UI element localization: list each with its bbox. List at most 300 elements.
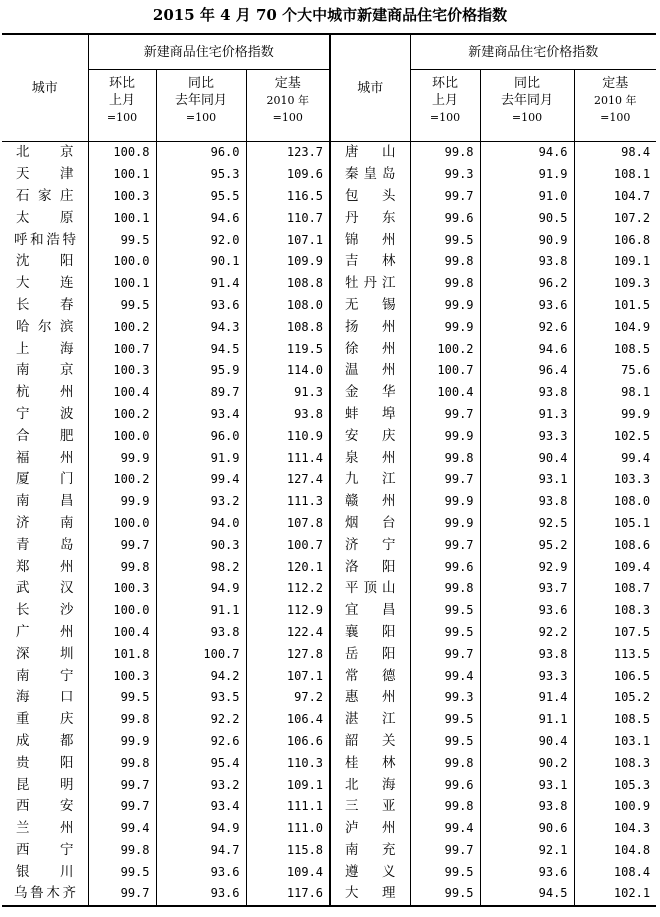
city-cell-left: 沈阳 xyxy=(16,253,74,270)
mom-cell-right: 99.7 xyxy=(410,840,480,862)
city-cell-left: 广州 xyxy=(16,623,74,640)
yoy-cell-right: 93.8 xyxy=(480,251,574,273)
city-cell-right: 九江 xyxy=(330,469,410,491)
mom-cell-left: 100.3 xyxy=(88,186,156,208)
mom-cell-left: 100.0 xyxy=(88,513,156,535)
yoy-cell-right: 92.9 xyxy=(480,556,574,578)
city-cell-left: 呼和浩特 xyxy=(14,231,76,248)
yoy-cell-right: 93.8 xyxy=(480,643,574,665)
city-cell-right: 无锡 xyxy=(330,295,410,317)
fixed-base-cell-left: 109.9 xyxy=(246,251,330,273)
yoy-cell-right: 93.3 xyxy=(480,425,574,447)
yoy-cell-right: 92.2 xyxy=(480,622,574,644)
fixed-base-cell-right: 105.1 xyxy=(574,513,656,535)
mom-header-left: 环比 上月 =100 xyxy=(88,70,156,142)
fixed-base-cell-right: 108.5 xyxy=(574,338,656,360)
fixed-base-cell-left: 122.4 xyxy=(246,622,330,644)
mom-cell-left: 100.4 xyxy=(88,622,156,644)
city-cell-right: 北海 xyxy=(330,774,410,796)
mom-cell-right: 99.6 xyxy=(410,556,480,578)
yoy-cell-right: 90.4 xyxy=(480,731,574,753)
yoy-cell-right: 93.6 xyxy=(480,861,574,883)
yoy-cell-right: 91.4 xyxy=(480,687,574,709)
yoy-cell-left: 95.4 xyxy=(156,752,246,774)
table-row xyxy=(2,534,656,556)
fixed-base-cell-right: 104.7 xyxy=(574,186,656,208)
city-cell-left: 大连 xyxy=(16,275,74,292)
table-row xyxy=(2,752,656,774)
city-cell-left: 石家庄 xyxy=(16,187,74,204)
yoy-cell-left: 94.2 xyxy=(156,665,246,687)
table-row xyxy=(2,774,656,796)
fixed-base-cell-left: 114.0 xyxy=(246,360,330,382)
fixed-base-header-right: 定基 2010 年 =100 xyxy=(574,70,656,142)
table-row xyxy=(2,513,656,535)
table-row xyxy=(2,207,656,229)
yoy-cell-right: 90.6 xyxy=(480,818,574,840)
table-row xyxy=(2,578,656,600)
fixed-base-cell-right: 108.7 xyxy=(574,578,656,600)
city-cell-left: 合肥 xyxy=(16,427,74,444)
yoy-cell-right: 94.6 xyxy=(480,142,574,164)
fixed-base-cell-left: 110.7 xyxy=(246,207,330,229)
yoy-cell-left: 93.6 xyxy=(156,295,246,317)
mom-cell-right: 99.3 xyxy=(410,164,480,186)
city-cell-right: 平顶山 xyxy=(330,578,410,600)
yoy-cell-right: 95.2 xyxy=(480,534,574,556)
mom-cell-left: 99.5 xyxy=(88,229,156,251)
table-row xyxy=(2,273,656,295)
yoy-cell-right: 90.5 xyxy=(480,207,574,229)
city-cell-left: 郑州 xyxy=(16,558,74,575)
fixed-base-cell-right: 100.9 xyxy=(574,796,656,818)
table-row xyxy=(2,447,656,469)
fixed-base-cell-left: 127.4 xyxy=(246,469,330,491)
mom-cell-right: 99.4 xyxy=(410,665,480,687)
yoy-cell-right: 93.7 xyxy=(480,578,574,600)
city-cell-left: 南昌 xyxy=(16,493,74,510)
mom-cell-right: 99.5 xyxy=(410,883,480,906)
city-cell-left: 青岛 xyxy=(16,536,74,553)
city-cell-right: 扬州 xyxy=(330,316,410,338)
yoy-cell-right: 92.1 xyxy=(480,840,574,862)
mom-cell-left: 100.2 xyxy=(88,404,156,426)
mom-cell-right: 99.3 xyxy=(410,687,480,709)
fixed-base-cell-left: 110.9 xyxy=(246,425,330,447)
yoy-cell-right: 92.5 xyxy=(480,513,574,535)
fixed-base-cell-right: 103.1 xyxy=(574,731,656,753)
table-row xyxy=(2,251,656,273)
city-cell-right: 温州 xyxy=(330,360,410,382)
fixed-base-cell-left: 119.5 xyxy=(246,338,330,360)
fixed-base-cell-left: 120.1 xyxy=(246,556,330,578)
yoy-cell-right: 96.2 xyxy=(480,273,574,295)
city-cell-left: 上海 xyxy=(16,340,74,357)
mom-cell-right: 99.8 xyxy=(410,142,480,164)
city-cell-right: 常德 xyxy=(330,665,410,687)
mom-cell-left: 99.8 xyxy=(88,840,156,862)
table-row xyxy=(2,186,656,208)
city-cell-right: 蚌埠 xyxy=(330,404,410,426)
fixed-base-cell-left: 111.1 xyxy=(246,796,330,818)
mom-cell-left: 99.7 xyxy=(88,883,156,906)
yoy-cell-left: 93.2 xyxy=(156,491,246,513)
index-group-header-left: 新建商品住宅价格指数 xyxy=(88,34,330,70)
city-header-left: 城市 xyxy=(2,34,88,142)
fixed-base-cell-left: 123.7 xyxy=(246,142,330,164)
city-cell-left: 济南 xyxy=(16,514,74,531)
city-cell-right: 惠州 xyxy=(330,687,410,709)
city-cell-left: 西安 xyxy=(16,798,74,815)
city-cell-right: 襄阳 xyxy=(330,622,410,644)
yoy-cell-right: 93.3 xyxy=(480,665,574,687)
mom-cell-left: 99.8 xyxy=(88,709,156,731)
yoy-cell-right: 93.8 xyxy=(480,491,574,513)
city-cell-left: 深圳 xyxy=(16,645,74,662)
table-row xyxy=(2,142,656,164)
yoy-cell-left: 90.1 xyxy=(156,251,246,273)
mom-cell-left: 100.1 xyxy=(88,164,156,186)
city-cell-left: 重庆 xyxy=(16,711,74,728)
table-row xyxy=(2,622,656,644)
city-cell-right: 赣州 xyxy=(330,491,410,513)
city-cell-left: 长春 xyxy=(16,296,74,313)
city-cell-left: 宁波 xyxy=(16,405,74,422)
city-cell-right: 南充 xyxy=(330,840,410,862)
mom-cell-left: 99.9 xyxy=(88,491,156,513)
table-row xyxy=(2,164,656,186)
city-cell-right: 济宁 xyxy=(330,534,410,556)
yoy-cell-left: 94.0 xyxy=(156,513,246,535)
fixed-base-cell-left: 117.6 xyxy=(246,883,330,906)
city-cell-left: 北京 xyxy=(16,144,74,161)
yoy-cell-right: 93.1 xyxy=(480,774,574,796)
fixed-base-cell-right: 107.2 xyxy=(574,207,656,229)
table-row xyxy=(2,883,656,906)
mom-cell-right: 99.9 xyxy=(410,513,480,535)
yoy-cell-right: 93.8 xyxy=(480,382,574,404)
mom-cell-right: 99.7 xyxy=(410,404,480,426)
yoy-cell-left: 96.0 xyxy=(156,142,246,164)
yoy-cell-left: 90.3 xyxy=(156,534,246,556)
city-cell-left: 武汉 xyxy=(16,580,74,597)
mom-cell-left: 99.8 xyxy=(88,556,156,578)
yoy-cell-right: 93.6 xyxy=(480,600,574,622)
city-cell-right: 三亚 xyxy=(330,796,410,818)
city-cell-left: 昆明 xyxy=(16,776,74,793)
fixed-base-cell-right: 106.8 xyxy=(574,229,656,251)
yoy-cell-right: 91.0 xyxy=(480,186,574,208)
city-cell-right: 烟台 xyxy=(330,513,410,535)
table-row xyxy=(2,316,656,338)
table-row xyxy=(2,665,656,687)
city-cell-left: 长沙 xyxy=(16,602,74,619)
mom-cell-left: 100.8 xyxy=(88,142,156,164)
mom-cell-right: 99.7 xyxy=(410,643,480,665)
table-row xyxy=(2,469,656,491)
fixed-base-cell-left: 100.7 xyxy=(246,534,330,556)
table-row xyxy=(2,425,656,447)
mom-cell-right: 99.8 xyxy=(410,796,480,818)
fixed-base-cell-right: 102.1 xyxy=(574,883,656,906)
yoy-cell-left: 94.9 xyxy=(156,578,246,600)
table-row xyxy=(2,818,656,840)
city-cell-left: 哈尔滨 xyxy=(16,318,74,335)
city-header-right: 城市 xyxy=(330,34,410,142)
yoy-cell-right: 91.9 xyxy=(480,164,574,186)
yoy-cell-right: 91.1 xyxy=(480,709,574,731)
city-cell-left: 兰州 xyxy=(16,820,74,837)
table-row xyxy=(2,600,656,622)
fixed-base-cell-left: 109.1 xyxy=(246,774,330,796)
city-cell-right: 包头 xyxy=(330,186,410,208)
yoy-header-right: 同比 去年同月 =100 xyxy=(480,70,574,142)
yoy-cell-left: 94.7 xyxy=(156,840,246,862)
page-title: 2015 年 4 月 70 个大中城市新建商品住宅价格指数 xyxy=(152,6,508,24)
fixed-base-cell-right: 101.5 xyxy=(574,295,656,317)
city-cell-right: 岳阳 xyxy=(330,643,410,665)
mom-cell-left: 99.8 xyxy=(88,752,156,774)
fixed-base-cell-right: 108.3 xyxy=(574,600,656,622)
fixed-base-cell-right: 98.4 xyxy=(574,142,656,164)
mom-cell-right: 99.5 xyxy=(410,731,480,753)
fixed-base-cell-left: 91.3 xyxy=(246,382,330,404)
yoy-cell-left: 93.8 xyxy=(156,622,246,644)
fixed-base-cell-right: 108.3 xyxy=(574,752,656,774)
fixed-base-cell-right: 98.1 xyxy=(574,382,656,404)
table-row xyxy=(2,796,656,818)
yoy-cell-left: 98.2 xyxy=(156,556,246,578)
yoy-cell-left: 92.6 xyxy=(156,731,246,753)
table-row xyxy=(2,643,656,665)
fixed-base-cell-right: 105.2 xyxy=(574,687,656,709)
yoy-cell-right: 91.3 xyxy=(480,404,574,426)
index-group-header-right: 新建商品住宅价格指数 xyxy=(410,34,656,70)
city-cell-left: 天津 xyxy=(16,166,74,183)
city-cell-left: 杭州 xyxy=(16,384,74,401)
table-row xyxy=(2,382,656,404)
mom-cell-left: 100.0 xyxy=(88,600,156,622)
mom-cell-left: 100.3 xyxy=(88,665,156,687)
yoy-cell-right: 90.2 xyxy=(480,752,574,774)
yoy-cell-left: 92.2 xyxy=(156,709,246,731)
fixed-base-cell-left: 111.0 xyxy=(246,818,330,840)
city-cell-left: 太原 xyxy=(16,209,74,226)
fixed-base-cell-right: 103.3 xyxy=(574,469,656,491)
city-cell-left: 南宁 xyxy=(16,667,74,684)
mom-cell-right: 99.9 xyxy=(410,295,480,317)
mom-cell-right: 99.8 xyxy=(410,752,480,774)
city-cell-right: 金华 xyxy=(330,382,410,404)
yoy-cell-right: 92.6 xyxy=(480,316,574,338)
mom-cell-right: 100.4 xyxy=(410,382,480,404)
mom-cell-left: 99.7 xyxy=(88,534,156,556)
fixed-base-cell-right: 104.3 xyxy=(574,818,656,840)
fixed-base-cell-right: 106.5 xyxy=(574,665,656,687)
yoy-cell-left: 95.9 xyxy=(156,360,246,382)
city-cell-right: 洛阳 xyxy=(330,556,410,578)
fixed-base-cell-right: 108.4 xyxy=(574,861,656,883)
yoy-cell-left: 99.4 xyxy=(156,469,246,491)
fixed-base-cell-left: 109.4 xyxy=(246,861,330,883)
table-row xyxy=(2,229,656,251)
fixed-base-cell-right: 104.8 xyxy=(574,840,656,862)
mom-cell-right: 99.5 xyxy=(410,229,480,251)
yoy-cell-right: 93.1 xyxy=(480,469,574,491)
yoy-cell-left: 100.7 xyxy=(156,643,246,665)
mom-cell-right: 99.6 xyxy=(410,774,480,796)
yoy-header-left: 同比 去年同月 =100 xyxy=(156,70,246,142)
yoy-cell-left: 91.4 xyxy=(156,273,246,295)
table-row xyxy=(2,360,656,382)
yoy-cell-left: 93.2 xyxy=(156,774,246,796)
mom-cell-left: 99.4 xyxy=(88,818,156,840)
fixed-base-cell-right: 99.9 xyxy=(574,404,656,426)
yoy-cell-left: 91.9 xyxy=(156,447,246,469)
city-cell-right: 牡丹江 xyxy=(330,273,410,295)
mom-cell-left: 99.5 xyxy=(88,295,156,317)
mom-cell-right: 99.5 xyxy=(410,861,480,883)
fixed-base-cell-left: 108.0 xyxy=(246,295,330,317)
yoy-cell-left: 93.6 xyxy=(156,861,246,883)
yoy-cell-right: 93.6 xyxy=(480,295,574,317)
mom-cell-right: 99.5 xyxy=(410,709,480,731)
fixed-base-cell-left: 107.1 xyxy=(246,665,330,687)
fixed-base-cell-left: 111.3 xyxy=(246,491,330,513)
mom-cell-right: 99.5 xyxy=(410,600,480,622)
mom-cell-right: 99.8 xyxy=(410,578,480,600)
table-row xyxy=(2,687,656,709)
fixed-base-header-left: 定基 2010 年 =100 xyxy=(246,70,330,142)
mom-cell-left: 100.4 xyxy=(88,382,156,404)
mom-cell-right: 99.9 xyxy=(410,425,480,447)
mom-cell-left: 100.0 xyxy=(88,251,156,273)
table-row xyxy=(2,840,656,862)
fixed-base-cell-left: 109.6 xyxy=(246,164,330,186)
fixed-base-cell-right: 99.4 xyxy=(574,447,656,469)
fixed-base-cell-left: 115.8 xyxy=(246,840,330,862)
yoy-cell-left: 93.4 xyxy=(156,796,246,818)
fixed-base-cell-right: 113.5 xyxy=(574,643,656,665)
city-cell-left: 银川 xyxy=(16,863,74,880)
fixed-base-cell-left: 127.8 xyxy=(246,643,330,665)
fixed-base-cell-right: 108.1 xyxy=(574,164,656,186)
city-cell-left: 厦门 xyxy=(16,471,74,488)
mom-cell-left: 100.2 xyxy=(88,316,156,338)
city-cell-right: 安庆 xyxy=(330,425,410,447)
mom-cell-right: 100.2 xyxy=(410,338,480,360)
yoy-cell-left: 95.3 xyxy=(156,164,246,186)
mom-cell-left: 99.9 xyxy=(88,731,156,753)
fixed-base-cell-left: 93.8 xyxy=(246,404,330,426)
mom-cell-right: 99.4 xyxy=(410,818,480,840)
city-cell-right: 湛江 xyxy=(330,709,410,731)
city-cell-right: 桂林 xyxy=(330,752,410,774)
table-row xyxy=(2,556,656,578)
yoy-cell-left: 95.5 xyxy=(156,186,246,208)
city-cell-right: 徐州 xyxy=(330,338,410,360)
fixed-base-cell-left: 112.9 xyxy=(246,600,330,622)
mom-cell-right: 99.8 xyxy=(410,447,480,469)
mom-cell-left: 100.7 xyxy=(88,338,156,360)
mom-cell-left: 100.3 xyxy=(88,578,156,600)
fixed-base-cell-left: 107.8 xyxy=(246,513,330,535)
yoy-cell-right: 96.4 xyxy=(480,360,574,382)
yoy-cell-left: 94.5 xyxy=(156,338,246,360)
fixed-base-cell-right: 104.9 xyxy=(574,316,656,338)
city-cell-left: 海口 xyxy=(16,689,74,706)
yoy-cell-left: 94.9 xyxy=(156,818,246,840)
city-cell-right: 大理 xyxy=(330,883,410,906)
price-index-table xyxy=(2,33,656,907)
fixed-base-cell-right: 109.4 xyxy=(574,556,656,578)
fixed-base-cell-right: 102.5 xyxy=(574,425,656,447)
table-row xyxy=(2,491,656,513)
city-cell-right: 泸州 xyxy=(330,818,410,840)
mom-cell-right: 99.9 xyxy=(410,491,480,513)
city-cell-left: 贵阳 xyxy=(16,754,74,771)
yoy-cell-left: 93.4 xyxy=(156,404,246,426)
fixed-base-cell-left: 112.2 xyxy=(246,578,330,600)
city-cell-left: 南京 xyxy=(16,362,74,379)
mom-cell-left: 99.5 xyxy=(88,861,156,883)
mom-cell-right: 99.7 xyxy=(410,186,480,208)
city-cell-right: 吉林 xyxy=(330,251,410,273)
city-cell-left: 西宁 xyxy=(16,841,74,858)
mom-cell-right: 99.9 xyxy=(410,316,480,338)
table-row xyxy=(2,709,656,731)
mom-cell-right: 100.7 xyxy=(410,360,480,382)
yoy-cell-left: 89.7 xyxy=(156,382,246,404)
fixed-base-cell-left: 106.6 xyxy=(246,731,330,753)
mom-cell-left: 100.1 xyxy=(88,273,156,295)
fixed-base-cell-left: 111.4 xyxy=(246,447,330,469)
mom-cell-left: 99.5 xyxy=(88,687,156,709)
table-row xyxy=(2,404,656,426)
yoy-cell-right: 94.6 xyxy=(480,338,574,360)
yoy-cell-right: 93.8 xyxy=(480,796,574,818)
fixed-base-cell-left: 97.2 xyxy=(246,687,330,709)
fixed-base-cell-right: 75.6 xyxy=(574,360,656,382)
mom-cell-left: 99.7 xyxy=(88,774,156,796)
mom-cell-right: 99.5 xyxy=(410,622,480,644)
city-cell-left: 乌鲁木齐 xyxy=(2,883,88,906)
fixed-base-cell-left: 108.8 xyxy=(246,273,330,295)
yoy-cell-left: 94.6 xyxy=(156,207,246,229)
mom-cell-left: 99.9 xyxy=(88,447,156,469)
city-cell-right: 泉州 xyxy=(330,447,410,469)
fixed-base-cell-left: 106.4 xyxy=(246,709,330,731)
mom-cell-right: 99.6 xyxy=(410,207,480,229)
yoy-cell-right: 90.9 xyxy=(480,229,574,251)
fixed-base-cell-left: 107.1 xyxy=(246,229,330,251)
fixed-base-cell-left: 110.3 xyxy=(246,752,330,774)
fixed-base-cell-right: 108.0 xyxy=(574,491,656,513)
fixed-base-cell-left: 108.8 xyxy=(246,316,330,338)
fixed-base-cell-right: 107.5 xyxy=(574,622,656,644)
city-cell-left: 福州 xyxy=(16,449,74,466)
mom-cell-left: 101.8 xyxy=(88,643,156,665)
fixed-base-cell-right: 108.6 xyxy=(574,534,656,556)
city-cell-right: 秦皇岛 xyxy=(330,164,410,186)
mom-cell-right: 99.8 xyxy=(410,273,480,295)
city-cell-right: 遵义 xyxy=(330,861,410,883)
yoy-cell-left: 93.5 xyxy=(156,687,246,709)
mom-cell-right: 99.7 xyxy=(410,469,480,491)
fixed-base-cell-right: 109.1 xyxy=(574,251,656,273)
yoy-cell-left: 94.3 xyxy=(156,316,246,338)
table-row xyxy=(2,861,656,883)
